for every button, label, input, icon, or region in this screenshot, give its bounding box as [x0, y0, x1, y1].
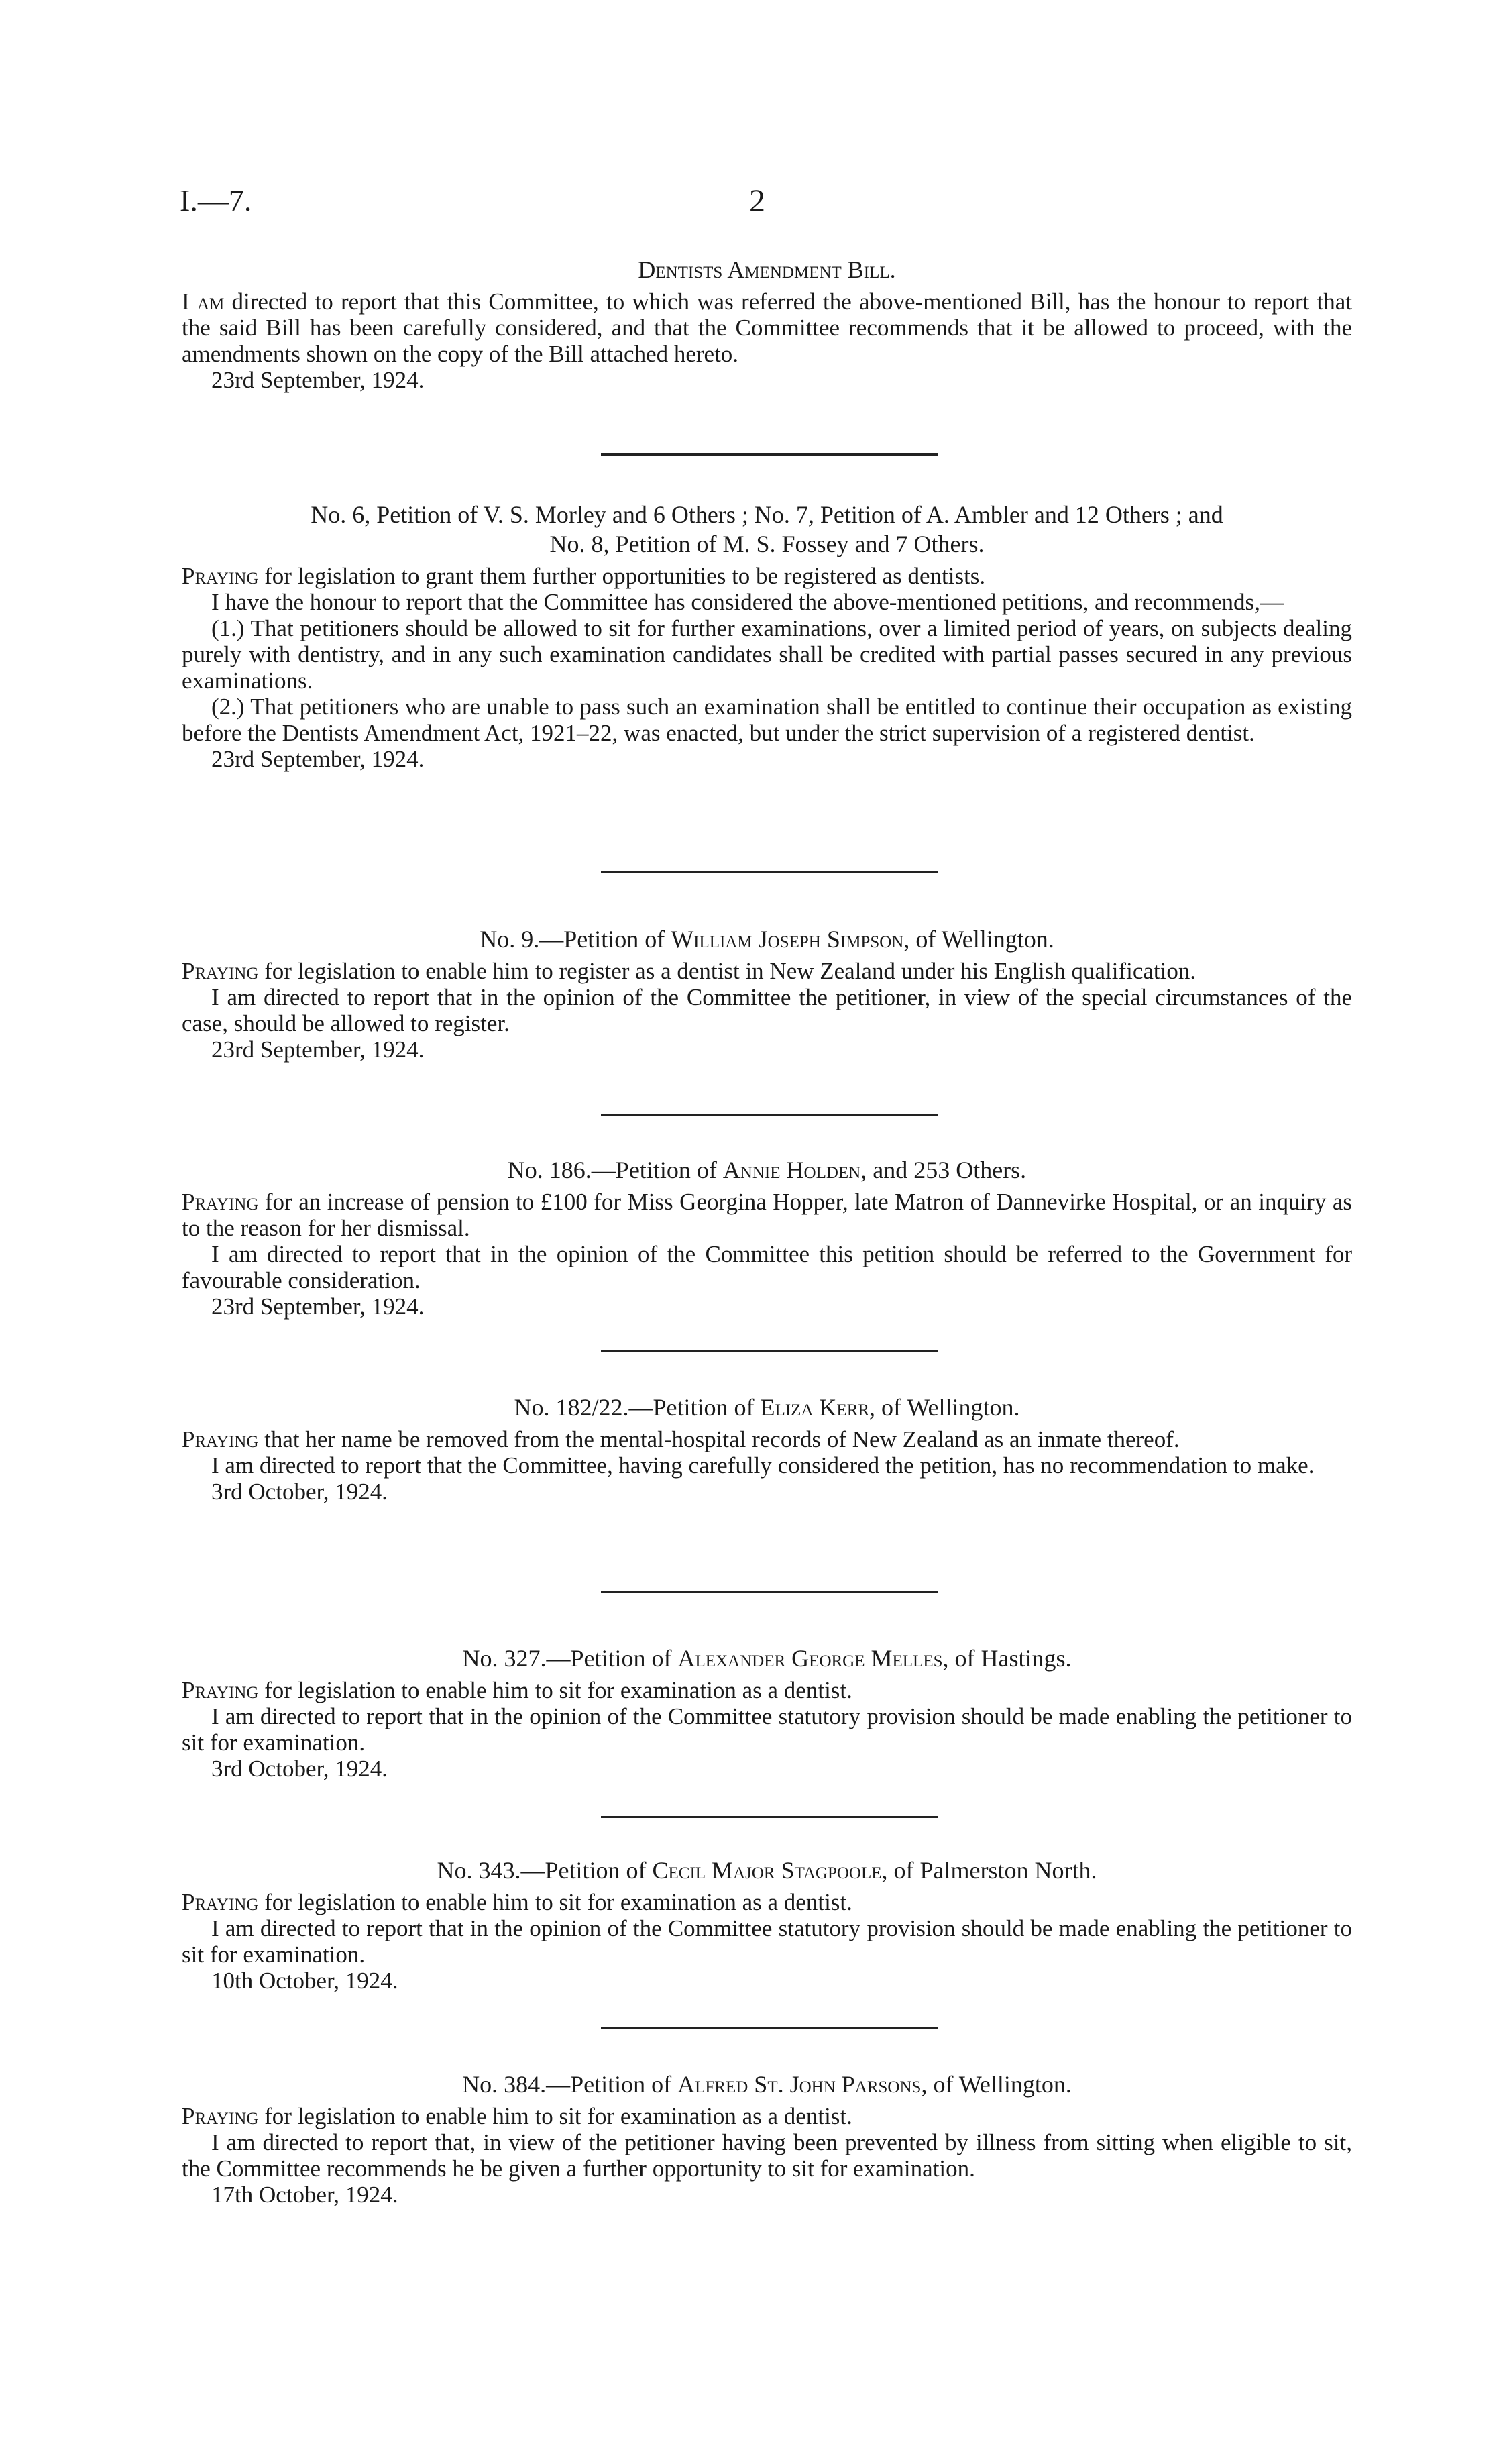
- report-petition-384: [182, 2070, 1352, 2208]
- report-date: 3rd October, 1924.: [211, 1756, 388, 1782]
- petitioner-name: Alexander George Melles: [677, 1645, 943, 1672]
- paragraph-text: that her name be removed from the mental-hospital records of New Zealand as an inmate thereof.: [258, 1426, 1180, 1452]
- petitioner-name: William Joseph Simpson: [671, 926, 904, 953]
- paragraph-text: for legislation to enable him to sit for examination as a dentist.: [258, 2103, 852, 2129]
- petitioner-name: Cecil Major Stagpoole: [652, 1857, 882, 1884]
- recommendation-2: (2.) That petitioners who are unable to pass such an examination shall be entitled to continue their occupation as existing before the Dentists Amendment Act, 1921–22, was enacted, but under the strict supervision of a registered dentist.: [182, 694, 1352, 746]
- report-paragraph: I am directed to report that in the opinion of the Committee the petitioner, in view of the special circumstances of the case, should be allowed to register.: [182, 984, 1352, 1036]
- section-divider: [601, 2027, 938, 2029]
- praying-paragraph: [182, 2103, 1352, 2129]
- lead-words: Praying: [182, 958, 259, 984]
- lead-words: I am: [182, 288, 225, 315]
- section-divider: [601, 1114, 938, 1116]
- paragraph-text: for legislation to grant them further opportunities to be registered as dentists.: [258, 563, 986, 589]
- praying-paragraph: [182, 1426, 1352, 1452]
- report-paragraph: I have the honour to report that the Committee has considered the above-mentioned petitions, and recommends,—: [211, 589, 1284, 615]
- section-title: No. 327.—Petition of Alexander George Melles, of Hastings.: [462, 1645, 1072, 1672]
- report-petition-9: [182, 924, 1352, 1063]
- section-title: No. 186.—Petition of Annie Holden, and 253 Others.: [507, 1157, 1027, 1183]
- report-petitions-6-7-8: [182, 500, 1352, 773]
- petitioner-name: Eliza Kerr: [760, 1394, 870, 1421]
- report-date: 17th October, 1924.: [211, 2182, 398, 2208]
- report-paragraph: I am directed to report that in the opinion of the Committee this petition should be referred to the Government for favourable consideration.: [182, 1241, 1352, 1293]
- section-divider: [601, 453, 938, 456]
- page-number: 2: [749, 183, 765, 219]
- paragraph-text: for legislation to enable him to sit for examination as a dentist.: [258, 1889, 852, 1915]
- section-title-line-2: No. 8, Petition of M. S. Fossey and 7 Others.: [549, 531, 985, 557]
- section-title: No. 384.—Petition of Alfred St. John Parsons, of Wellington.: [462, 2071, 1072, 2098]
- report-dentists-amendment-bill: [182, 255, 1352, 394]
- praying-paragraph: [182, 958, 1352, 984]
- praying-paragraph: [182, 563, 1352, 589]
- petitioner-name: Annie Holden: [722, 1157, 861, 1183]
- lead-words: Praying: [182, 1189, 259, 1215]
- praying-paragraph: [182, 1889, 1352, 1915]
- lead-words: Praying: [182, 2103, 259, 2129]
- report-petition-186: [182, 1155, 1352, 1320]
- paragraph-text: for an increase of pension to £100 for Miss Georgina Hopper, late Matron of Dannevirke Hospital, or an inquiry as to the reason for her dismissal.: [182, 1189, 1352, 1241]
- lead-words: Praying: [182, 563, 259, 589]
- report-paragraph: I am directed to report that in the opinion of the Committee statutory provision should be made enabling the petitioner to sit for examination.: [182, 1915, 1352, 1968]
- report-date: 23rd September, 1924.: [211, 367, 425, 393]
- section-title-line-1: No. 6, Petition of V. S. Morley and 6 Others ; No. 7, Petition of A. Ambler and 12 Others ; and: [311, 501, 1223, 528]
- report-petition-327: [182, 1644, 1352, 1782]
- report-paragraph: I am directed to report that in the opinion of the Committee statutory provision should be made enabling the petitioner to sit for examination.: [182, 1703, 1352, 1756]
- report-paragraph: I am directed to report that the Committee, having carefully considered the petition, has no recommendation to make.: [211, 1452, 1315, 1479]
- section-divider: [601, 871, 938, 873]
- report-paragraph: I am directed to report that, in view of the petitioner having been prevented by illness from sitting when eligible to sit, the Committee recommends he be given a further opportunity to sit for examination.: [182, 2129, 1352, 2182]
- section-title: No. 343.—Petition of Cecil Major Stagpoole, of Palmerston North.: [437, 1857, 1097, 1884]
- section-divider: [601, 1350, 938, 1352]
- section-title: No. 9.—Petition of William Joseph Simpson, of Wellington.: [480, 926, 1054, 953]
- paragraph-text: directed to report that this Committee, to which was referred the above-mentioned Bill, has the honour to report that the said Bill has been carefully considered, and that the Committee recommends that it be allowed to proceed, with the amendments shown on the copy of the Bill attached hereto.: [182, 288, 1352, 367]
- report-petition-343: [182, 1856, 1352, 1994]
- report-date: 23rd September, 1924.: [211, 1293, 425, 1320]
- report-date: 23rd September, 1924.: [211, 746, 425, 772]
- lead-words: Praying: [182, 1889, 259, 1915]
- report-date: 23rd September, 1924.: [211, 1036, 425, 1063]
- section-divider: [601, 1816, 938, 1818]
- paragraph-text: for legislation to enable him to sit for examination as a dentist.: [258, 1677, 852, 1703]
- lead-words: Praying: [182, 1677, 259, 1703]
- report-date: 10th October, 1924.: [211, 1968, 398, 1994]
- report-date: 3rd October, 1924.: [211, 1479, 388, 1505]
- document-reference: I.—7.: [180, 183, 252, 217]
- section-title: No. 182/22.—Petition of Eliza Kerr, of Wellington.: [514, 1394, 1020, 1421]
- praying-paragraph: [182, 1677, 1352, 1703]
- lead-words: Praying: [182, 1426, 259, 1452]
- praying-paragraph: [182, 1189, 1352, 1241]
- section-divider: [601, 1591, 938, 1593]
- report-petition-182-22: [182, 1393, 1352, 1505]
- recommendation-1: (1.) That petitioners should be allowed to sit for further examinations, over a limited period of years, on subjects dealing purely with dentistry, and in any such examination candidates shall be credited with partial passes secured in any previous examinations.: [182, 615, 1352, 694]
- report-paragraph: [182, 288, 1352, 367]
- paragraph-text: for legislation to enable him to register as a dentist in New Zealand under his English qualification.: [258, 958, 1196, 984]
- section-title: Dentists Amendment Bill.: [638, 256, 896, 283]
- petitioner-name: Alfred St. John Parsons: [677, 2071, 922, 2098]
